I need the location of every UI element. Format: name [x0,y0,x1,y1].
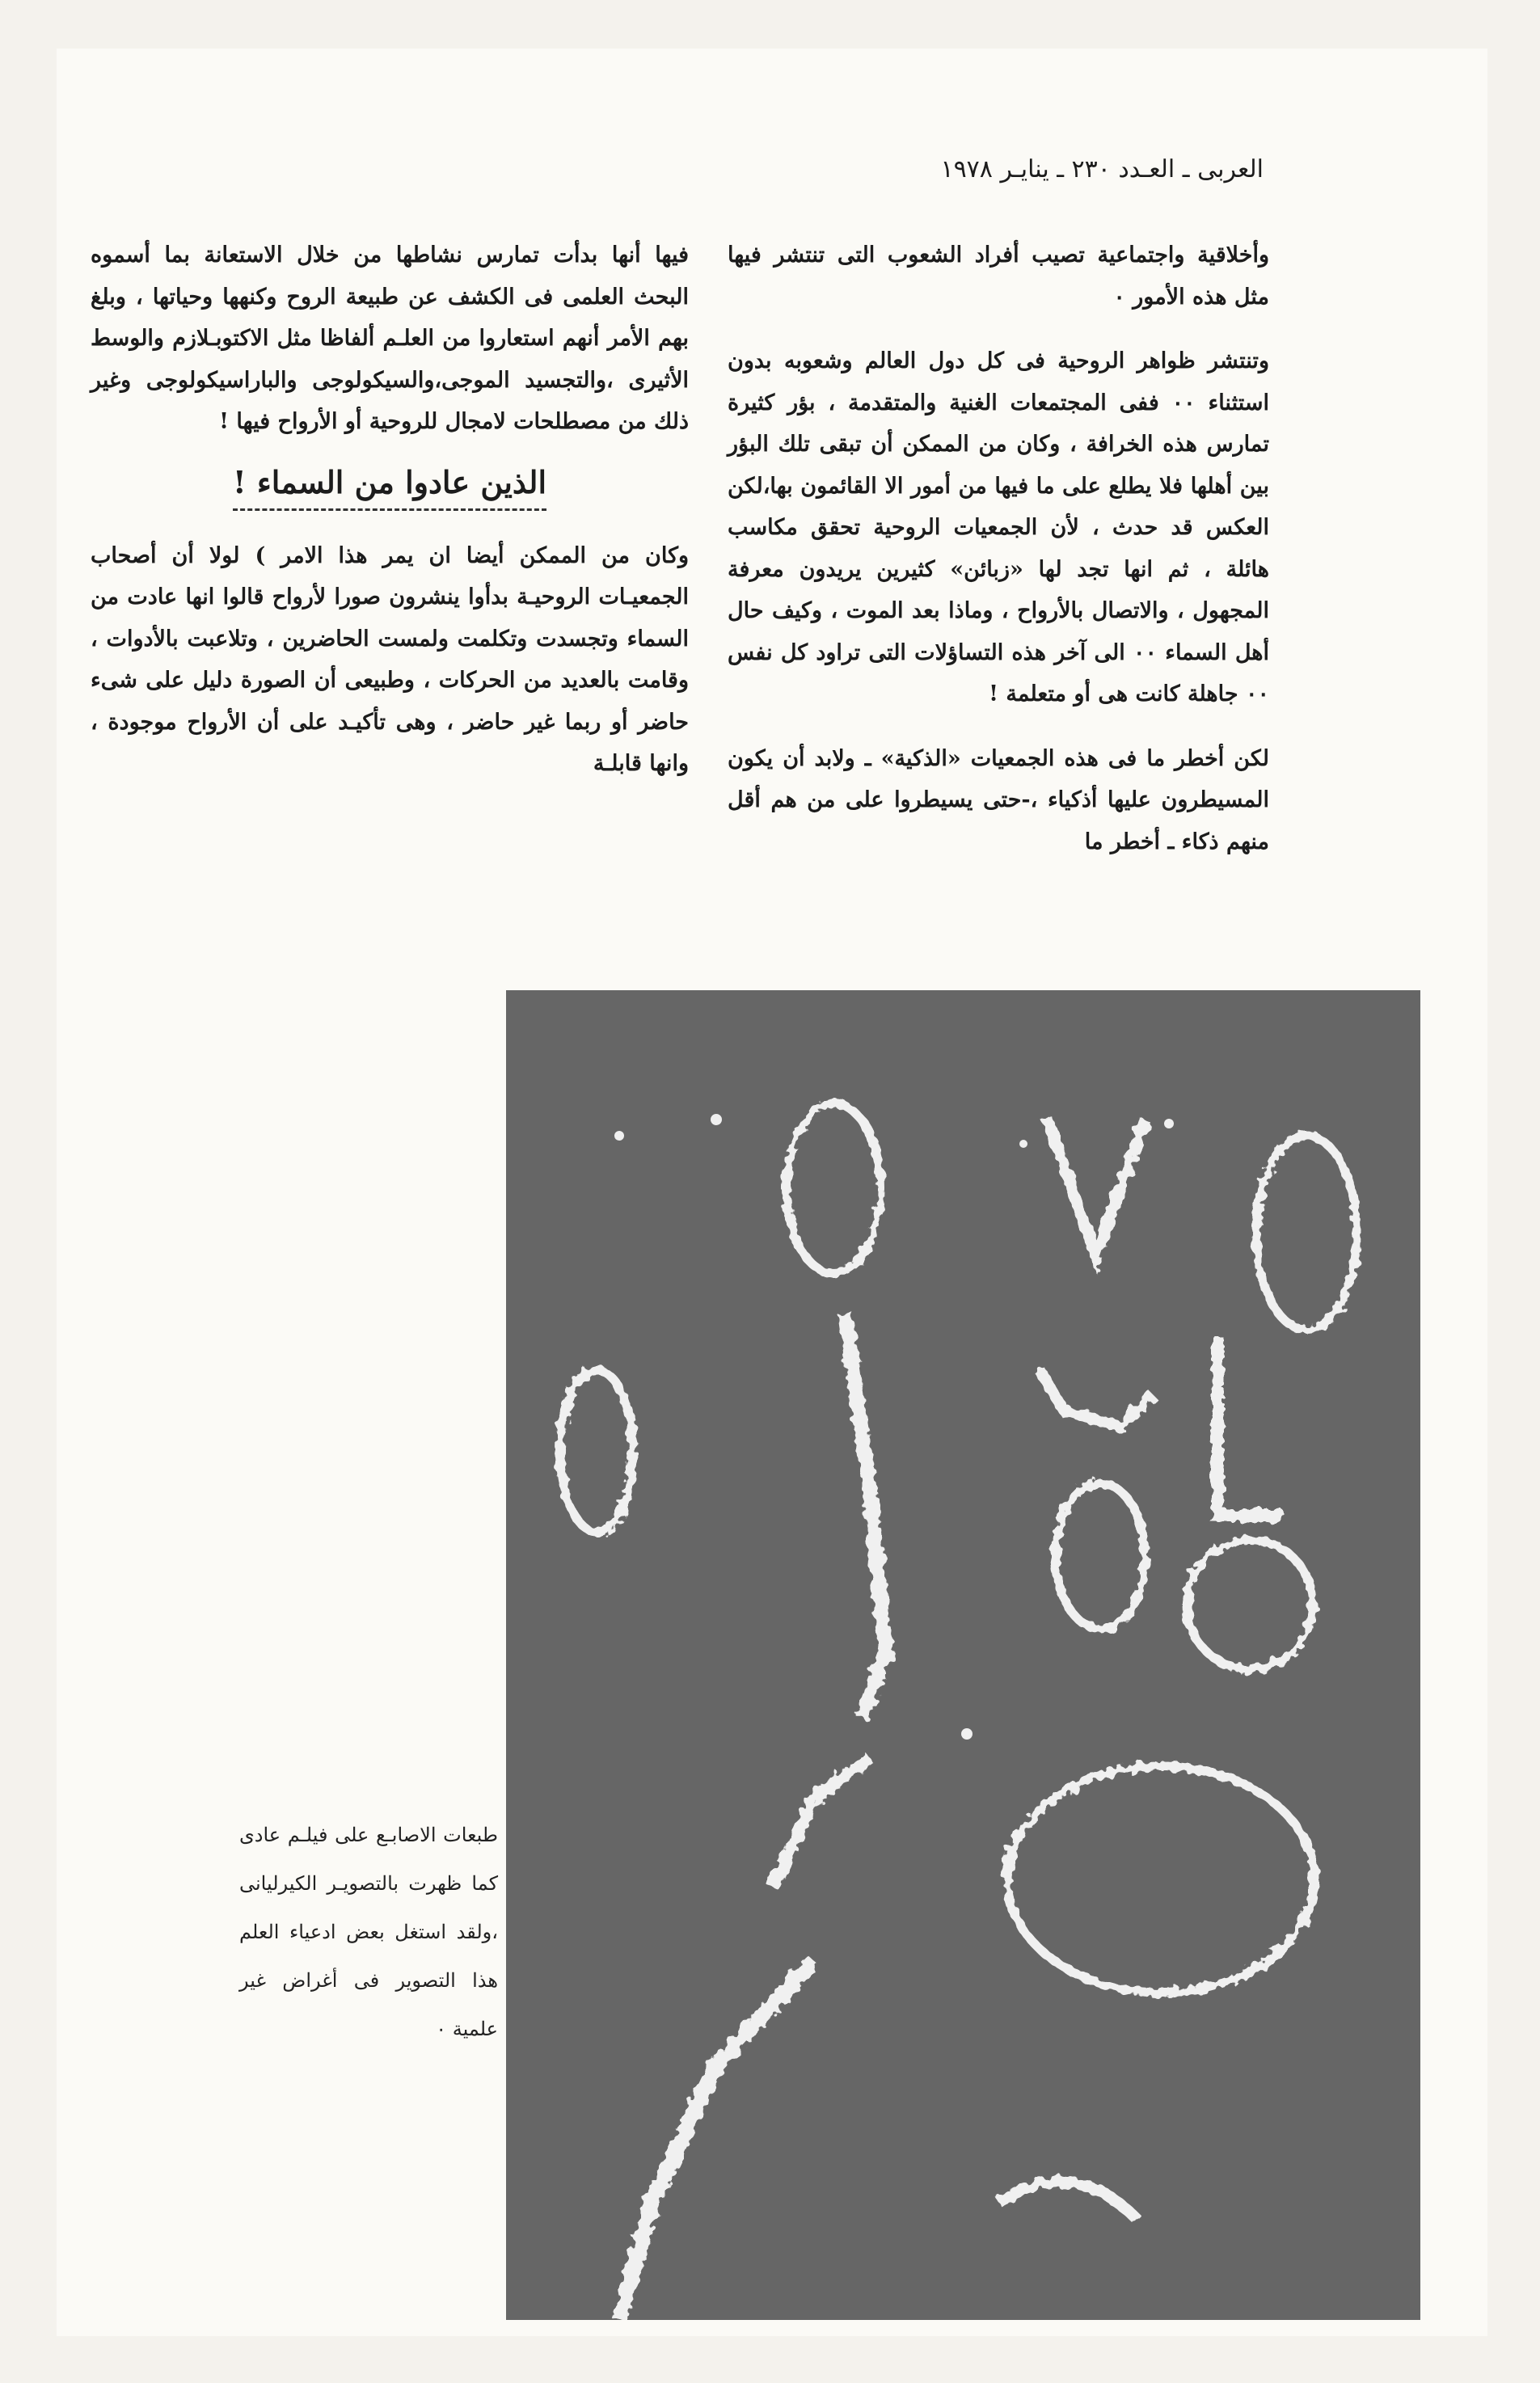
left-text-column [91,234,689,785]
paragraph: فيها أنها بدأت تمارس نشاطها من خلال الاستعانة بما أسموه البحث العلمى فى الكشف عن طبيعة الروح وكنهها وحياتها ، وبلغ بهم الأمر أنهم استعاروا من العلـم ألفاظا مثل الاكتوبـلازم والوسط الأثيرى ،والتجسيد الموجى،والسيكولوجى والباراسيكولوجى وغير ذلك من مصطلحات لامجال للروحية أو الأرواح فيها ! [91,243,689,434]
photo-caption: طبعات الاصابـع على فيلـم عادى كما ظهرت بالتصويـر الكيرليانى ،ولقد استغل بعض ادعياء العلم هذا التصوير فى أغراض غير علمية ٠ [239,1824,498,2040]
paragraph: وتنتشر ظواهر الروحية فى كل دول العالم وشعوبه بدون استثناء ٠٠ ففى المجتمعات الغنية والمتقدمة ، بؤر كثيرة تمارس هذه الخرافة ، وكان من الممكن أن تبقى تلك البؤر بين أهلها فلا يطلع على ما فيها من أمور الا القائمون بها،لكن العكس قد حدث ، لأن الجمعيات الروحية تحقق مكاسب هائلة ، ثم انها تجد لها «زبائن» كثيرين يريدون معرفة المجهول ، والاتصال بالأرواح ، وماذا بعد الموت ، وكيف حال أهل السماء ٠٠ الى آخر هذه التساؤلات التى تراود كل نفس ٠٠ جاهلة كانت هى أو متعلمة ! [728,348,1270,706]
fingerprint-speck [614,1131,624,1141]
kirlian-fingerprint-photo [506,990,1420,2320]
fingerprint-speck [1164,1119,1174,1128]
paragraph: وكان من الممكن أيضا ان يمر هذا الامر ) لولا أن أصحاب الجمعيـات الروحيـة بدأوا ينشرون صورا لأرواح قالوا انها عادت من السماء وتجسدت وتكلمت ولمست الحاضرين ، وتلاعبت بالأدوات ، وقامت بالعديد من الحركات ، وطبيعى أن الصورة دليل على شىء حاضر أو ربما غير حاضر ، وهى تأكيـد على أن الأرواح موجودة ، وانها قابلـة [91,542,689,776]
right-text-column [728,234,1269,863]
subheading-text: الذين عادوا من السماء ! [233,464,546,511]
paragraph: وأخلاقية واجتماعية تصيب أفراد الشعوب التى تنتشر فيها مثل هذه الأمور ٠ [728,243,1269,310]
fingerprint-speck [1019,1140,1027,1148]
running-header: العربى ـ العـدد ٢٣٠ ـ ينايـر ١٩٧٨ [940,155,1264,183]
paragraph: لكن أخطر ما فى هذه الجمعيات «الذكية» ـ ولابد أن يكون المسيطرون عليها أذكياء ،-حتى يسيطروا على من هم أقل منهم ذكاء ـ أخطر ما [728,745,1269,854]
section-subheading [91,464,689,511]
fingerprint-speck [961,1728,973,1740]
fingerprint-speck [711,1114,722,1125]
